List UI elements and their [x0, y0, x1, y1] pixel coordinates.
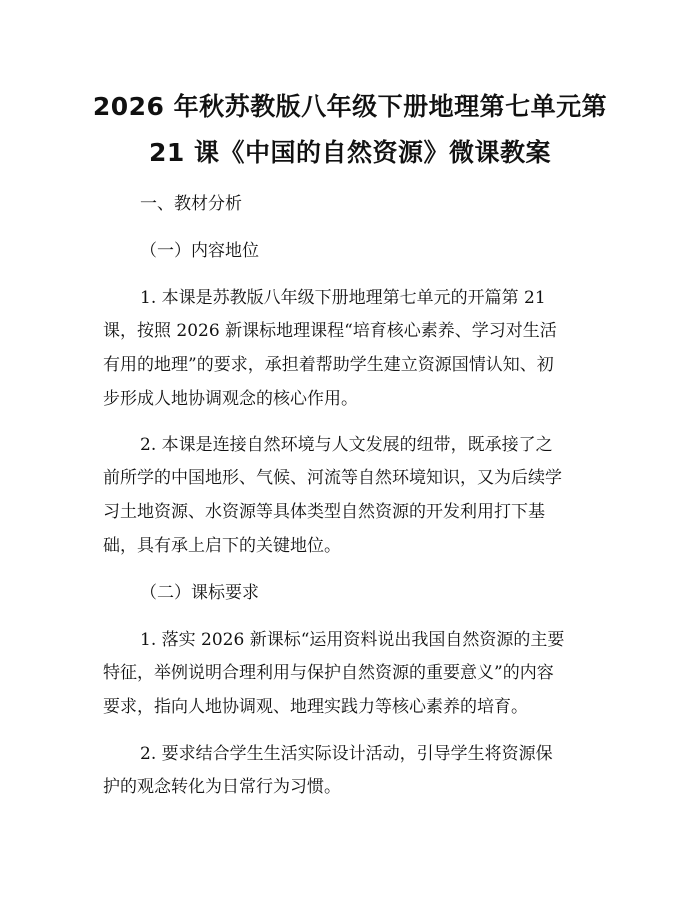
- paragraph-line: 1. 落实 2026 新课标“运用资料说出我国自然资源的主要: [140, 630, 565, 650]
- paragraph-line: 2. 本课是连接自然环境与人文发展的纽带，既承接了之: [140, 435, 553, 455]
- document-title-line-2: 21 课《中国的自然资源》微课教案: [149, 138, 551, 167]
- paragraph-line: 前所学的中国地形、气候、河流等自然环境知识，又为后续学: [103, 468, 562, 488]
- paragraph-line: 特征，举例说明合理利用与保护自然资源的重要意义”的内容: [103, 663, 554, 683]
- paragraph-line: 护的观念转化为日常行为习惯。: [103, 777, 341, 797]
- paragraph-line: 础，具有承上启下的关键地位。: [103, 536, 341, 556]
- paragraph-line: 1. 本课是苏教版八年级下册地理第七单元的开篇第 21: [140, 288, 546, 308]
- section-heading-textbook-analysis: 一、教材分析: [140, 194, 242, 214]
- subsection-heading-curriculum-requirements: （二）课标要求: [140, 583, 259, 603]
- paragraph-line: 要求，指向人地协调观、地理实践力等核心素养的培育。: [103, 697, 528, 717]
- document-title-line-1: 2026 年秋苏教版八年级下册地理第七单元第: [92, 92, 608, 121]
- paragraph-line: 有用的地理”的要求，承担着帮助学生建立资源国情认知、初: [103, 355, 554, 375]
- paragraph-line: 步形成人地协调观念的核心作用。: [103, 389, 358, 409]
- paragraph-line: 2. 要求结合学生生活实际设计活动，引导学生将资源保: [140, 744, 553, 764]
- paragraph-line: 课，按照 2026 新课标地理课程“培育核心素养、学习对生活: [103, 321, 557, 341]
- subsection-heading-content-position: （一）内容地位: [140, 241, 259, 261]
- paragraph-line: 习土地资源、水资源等具体类型自然资源的开发利用打下基: [103, 502, 545, 522]
